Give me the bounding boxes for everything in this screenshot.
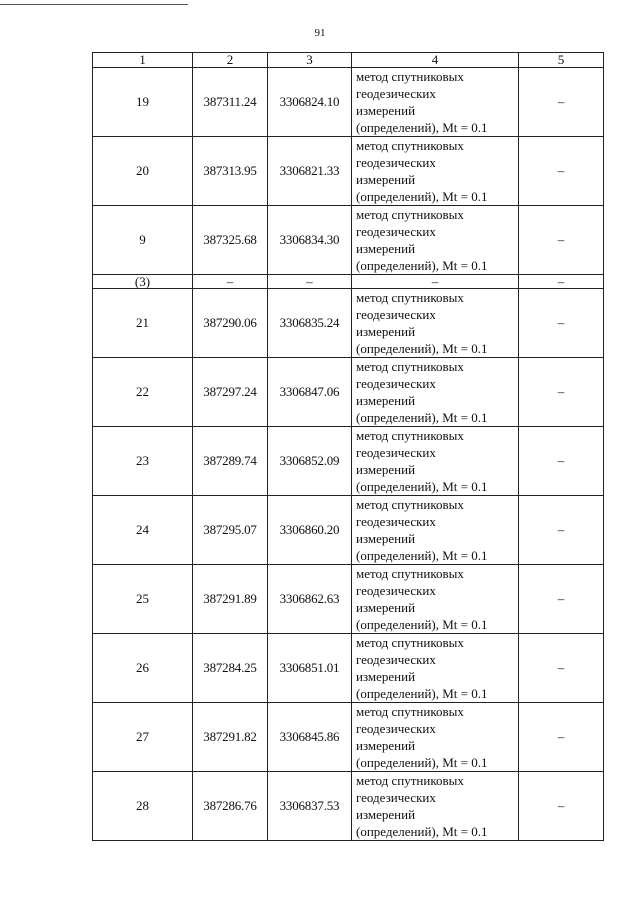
table-cell: – [352,275,519,289]
method-line: измерений [356,807,416,822]
method-line: (определений), Mt = 0.1 [356,410,488,425]
method-line: геодезических [356,790,436,805]
method-line: геодезических [356,583,436,598]
table-row [93,565,604,634]
method-cell [352,772,519,841]
x-coordinate-cell: 387311.24 [193,68,268,137]
method-cell [352,358,519,427]
method-line: метод спутниковых [356,704,464,719]
method-line: метод спутниковых [356,138,464,153]
point-number-cell: 23 [93,427,193,496]
x-coordinate-cell: 387284.25 [193,634,268,703]
method-line: метод спутниковых [356,497,464,512]
header-col-1: 1 [93,53,193,68]
y-coordinate-cell: 3306834.30 [268,206,352,275]
method-line: метод спутниковых [356,290,464,305]
y-coordinate-cell: 3306835.24 [268,289,352,358]
method-line: геодезических [356,721,436,736]
method-cell [352,703,519,772]
method-line: (определений), Mt = 0.1 [356,824,488,839]
method-line: измерений [356,324,416,339]
page-number: 91 [314,27,326,39]
method-line: геодезических [356,652,436,667]
method-line: геодезических [356,445,436,460]
point-number-cell: 28 [93,772,193,841]
point-number-cell: 19 [93,68,193,137]
x-coordinate-cell: 387289.74 [193,427,268,496]
method-cell [352,565,519,634]
y-coordinate-cell: 3306852.09 [268,427,352,496]
coordinates-table [92,52,604,841]
table-row [93,289,604,358]
method-line: метод спутниковых [356,773,464,788]
note-cell: – [519,634,604,703]
y-coordinate-cell: 3306845.86 [268,703,352,772]
x-coordinate-cell: 387291.89 [193,565,268,634]
x-coordinate-cell: 387313.95 [193,137,268,206]
y-coordinate-cell: 3306837.53 [268,772,352,841]
note-cell: – [519,565,604,634]
x-coordinate-cell: 387295.07 [193,496,268,565]
method-cell [352,137,519,206]
point-number-cell: 24 [93,496,193,565]
method-line: геодезических [356,514,436,529]
method-line: метод спутниковых [356,359,464,374]
table-cell: (3) [93,275,193,289]
method-line: (определений), Mt = 0.1 [356,548,488,563]
method-line: (определений), Mt = 0.1 [356,120,488,135]
method-line: измерений [356,241,416,256]
method-line: (определений), Mt = 0.1 [356,755,488,770]
y-coordinate-cell: 3306821.33 [268,137,352,206]
header-rule [0,4,188,5]
point-number-cell: 22 [93,358,193,427]
note-cell: – [519,496,604,565]
method-line: метод спутниковых [356,566,464,581]
method-line: измерений [356,393,416,408]
method-cell [352,289,519,358]
note-cell: – [519,358,604,427]
note-cell: – [519,68,604,137]
method-line: геодезических [356,307,436,322]
y-coordinate-cell: 3306860.20 [268,496,352,565]
x-coordinate-cell: 387290.06 [193,289,268,358]
point-number-cell: 27 [93,703,193,772]
method-line: измерений [356,462,416,477]
method-line: измерений [356,172,416,187]
method-line: (определений), Mt = 0.1 [356,189,488,204]
method-line: геодезических [356,155,436,170]
header-col-3: 3 [268,53,352,68]
header-col-2: 2 [193,53,268,68]
method-cell [352,427,519,496]
table-row [93,703,604,772]
point-number-cell: 20 [93,137,193,206]
table-cell: – [268,275,352,289]
method-line: (определений), Mt = 0.1 [356,341,488,356]
method-line: метод спутниковых [356,428,464,443]
table-header-row [93,53,604,68]
header-col-5: 5 [519,53,604,68]
method-line: измерений [356,531,416,546]
table-body [93,68,604,841]
method-line: метод спутниковых [356,69,464,84]
note-cell: – [519,206,604,275]
point-number-cell: 9 [93,206,193,275]
x-coordinate-cell: 387286.76 [193,772,268,841]
y-coordinate-cell: 3306824.10 [268,68,352,137]
y-coordinate-cell: 3306862.63 [268,565,352,634]
table-row [93,206,604,275]
note-cell: – [519,137,604,206]
method-line: измерений [356,600,416,615]
method-line: метод спутниковых [356,635,464,650]
y-coordinate-cell: 3306851.01 [268,634,352,703]
method-line: измерений [356,738,416,753]
method-line: измерений [356,669,416,684]
method-line: геодезических [356,86,436,101]
method-line: (определений), Mt = 0.1 [356,686,488,701]
method-line: измерений [356,103,416,118]
y-coordinate-cell: 3306847.06 [268,358,352,427]
note-cell: – [519,289,604,358]
table-row [93,137,604,206]
method-cell [352,634,519,703]
method-cell [352,496,519,565]
table-row [93,275,604,289]
table-cell: – [193,275,268,289]
table-row [93,427,604,496]
point-number-cell: 26 [93,634,193,703]
table-row [93,68,604,137]
table-cell: – [519,275,604,289]
method-line: (определений), Mt = 0.1 [356,617,488,632]
note-cell: – [519,772,604,841]
method-line: (определений), Mt = 0.1 [356,479,488,494]
method-line: геодезических [356,376,436,391]
method-cell [352,68,519,137]
method-line: (определений), Mt = 0.1 [356,258,488,273]
x-coordinate-cell: 387297.24 [193,358,268,427]
header-col-4: 4 [352,53,519,68]
x-coordinate-cell: 387325.68 [193,206,268,275]
table-row [93,358,604,427]
x-coordinate-cell: 387291.82 [193,703,268,772]
table-row [93,772,604,841]
point-number-cell: 21 [93,289,193,358]
method-line: метод спутниковых [356,207,464,222]
note-cell: – [519,427,604,496]
table-row [93,496,604,565]
method-line: геодезических [356,224,436,239]
note-cell: – [519,703,604,772]
table-row [93,634,604,703]
method-cell [352,206,519,275]
point-number-cell: 25 [93,565,193,634]
